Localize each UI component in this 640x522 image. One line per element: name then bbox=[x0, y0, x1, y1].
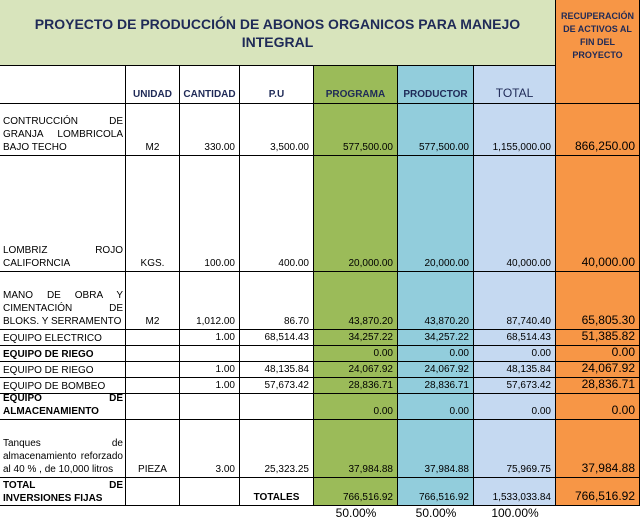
row-1-productor: 577,500.00 bbox=[398, 104, 474, 156]
row-1-desc: CONTRUCCIÓN DE GRANJA LOMBRICOLA BAJO TECHO bbox=[0, 104, 126, 156]
row-7-desc: EQUIPO DE BOMBEO bbox=[0, 378, 126, 394]
row-8-cantidad bbox=[180, 394, 240, 420]
row-1-total: 1,155,000.00 bbox=[474, 104, 556, 156]
row-8-pu bbox=[240, 394, 314, 420]
title-cell bbox=[0, 0, 556, 66]
totals-productor: 766,516.92 bbox=[398, 478, 474, 506]
row-1-pu: 3,500.00 bbox=[240, 104, 314, 156]
row-4-programa: 34,257.22 bbox=[314, 330, 398, 346]
row-9-recuperacion: 37,984.88 bbox=[556, 420, 640, 478]
percentage-productor: 50.00% bbox=[398, 506, 474, 522]
row-5-productor: 0.00 bbox=[398, 346, 474, 362]
row-3-recuperacion: 65,805.30 bbox=[556, 272, 640, 330]
row-3-cantidad: 1,012.00 bbox=[180, 272, 240, 330]
header-pu: P.U bbox=[240, 66, 314, 104]
row-2-pu: 400.00 bbox=[240, 156, 314, 272]
row-4-recuperacion: 51,385.82 bbox=[556, 330, 640, 346]
row-7-total: 57,673.42 bbox=[474, 378, 556, 394]
row-3-productor: 43,870.20 bbox=[398, 272, 474, 330]
row-9-pu: 25,323.25 bbox=[240, 420, 314, 478]
row-3-programa: 43,870.20 bbox=[314, 272, 398, 330]
row-3-unidad: M2 bbox=[126, 272, 180, 330]
row-8-desc: EQUIPO DE ALMACENAMIENTO bbox=[0, 394, 126, 420]
row-9-cantidad: 3.00 bbox=[180, 420, 240, 478]
row-8-recuperacion: 0.00 bbox=[556, 394, 640, 420]
row-5-programa: 0.00 bbox=[314, 346, 398, 362]
row-1-cantidad: 330.00 bbox=[180, 104, 240, 156]
totals-cantidad bbox=[180, 478, 240, 506]
row-7-recuperacion: 28,836.71 bbox=[556, 378, 640, 394]
row-5-desc: EQUIPO DE RIEGO bbox=[0, 346, 126, 362]
totals-total: 1,533,033.84 bbox=[474, 478, 556, 506]
row-7-productor: 28,836.71 bbox=[398, 378, 474, 394]
row-7-pu: 57,673.42 bbox=[240, 378, 314, 394]
row-8-unidad bbox=[126, 394, 180, 420]
row-5-unidad bbox=[126, 346, 180, 362]
row-9-desc: Tanques de almacenamiento reforzado al 40 % , de 10,000 litros bbox=[0, 420, 126, 478]
header-recuperacion bbox=[556, 0, 640, 104]
row-8-productor: 0.00 bbox=[398, 394, 474, 420]
row-2-productor: 20,000.00 bbox=[398, 156, 474, 272]
header-productor: PRODUCTOR bbox=[398, 66, 474, 104]
header-unidad: UNIDAD bbox=[126, 66, 180, 104]
row-4-unidad bbox=[126, 330, 180, 346]
totals-desc: TOTAL DE INVERSIONES FIJAS bbox=[0, 478, 126, 506]
row-5-recuperacion: 0.00 bbox=[556, 346, 640, 362]
totals-unidad bbox=[126, 478, 180, 506]
header-recuperacion-label: RECUPERACIÓN DE ACTIVOS AL FIN DEL PROYECTO bbox=[560, 11, 634, 60]
row-7-cantidad: 1.00 bbox=[180, 378, 240, 394]
row-5-cantidad bbox=[180, 346, 240, 362]
row-9-total: 75,969.75 bbox=[474, 420, 556, 478]
row-4-pu: 68,514.43 bbox=[240, 330, 314, 346]
row-9-programa: 37,984.88 bbox=[314, 420, 398, 478]
percentage-total: 100.00% bbox=[474, 506, 556, 522]
row-2-programa: 20,000.00 bbox=[314, 156, 398, 272]
row-2-cantidad: 100.00 bbox=[180, 156, 240, 272]
row-6-pu: 48,135.84 bbox=[240, 362, 314, 378]
row-4-cantidad: 1.00 bbox=[180, 330, 240, 346]
row-6-recuperacion: 24,067.92 bbox=[556, 362, 640, 378]
row-4-productor: 34,257.22 bbox=[398, 330, 474, 346]
percentage-programa: 50.00% bbox=[314, 506, 398, 522]
row-1-recuperacion: 866,250.00 bbox=[556, 104, 640, 156]
row-1-programa: 577,500.00 bbox=[314, 104, 398, 156]
row-6-unidad bbox=[126, 362, 180, 378]
row-1-unidad: M2 bbox=[126, 104, 180, 156]
header-cantidad: CANTIDAD bbox=[180, 66, 240, 104]
row-5-total: 0.00 bbox=[474, 346, 556, 362]
row-7-programa: 28,836.71 bbox=[314, 378, 398, 394]
row-6-desc: EQUIPO DE RIEGO bbox=[0, 362, 126, 378]
row-3-pu: 86.70 bbox=[240, 272, 314, 330]
row-3-desc: MANO DE OBRA Y CIMENTACIÓN DE BLOKS. Y SERRAMENTO bbox=[0, 272, 126, 330]
row-6-programa: 24,067.92 bbox=[314, 362, 398, 378]
row-8-programa: 0.00 bbox=[314, 394, 398, 420]
totals-pu: TOTALES bbox=[240, 478, 314, 506]
row-7-unidad bbox=[126, 378, 180, 394]
header-total: TOTAL bbox=[474, 66, 556, 104]
row-6-productor: 24,067.92 bbox=[398, 362, 474, 378]
row-2-unidad: KGS. bbox=[126, 156, 180, 272]
row-6-cantidad: 1.00 bbox=[180, 362, 240, 378]
row-6-total: 48,135.84 bbox=[474, 362, 556, 378]
row-9-unidad: PIEZA bbox=[126, 420, 180, 478]
header-programa: PROGRAMA bbox=[314, 66, 398, 104]
row-3-total: 87,740.40 bbox=[474, 272, 556, 330]
row-9-productor: 37,984.88 bbox=[398, 420, 474, 478]
header-desc bbox=[0, 66, 126, 104]
totals-programa: 766,516.92 bbox=[314, 478, 398, 506]
row-4-total: 68,514.43 bbox=[474, 330, 556, 346]
row-5-pu bbox=[240, 346, 314, 362]
row-2-recuperacion: 40,000.00 bbox=[556, 156, 640, 272]
row-8-total: 0.00 bbox=[474, 394, 556, 420]
row-2-total: 40,000.00 bbox=[474, 156, 556, 272]
page-title: PROYECTO DE PRODUCCIÓN DE ABONOS ORGANICOS PARA MANEJO INTEGRAL bbox=[34, 15, 521, 50]
row-4-desc: EQUIPO ELECTRICO bbox=[0, 330, 126, 346]
row-2-desc: LOMBRIZ ROJO CALIFORNCIA bbox=[0, 156, 126, 272]
totals-recuperacion: 766,516.92 bbox=[556, 478, 640, 506]
